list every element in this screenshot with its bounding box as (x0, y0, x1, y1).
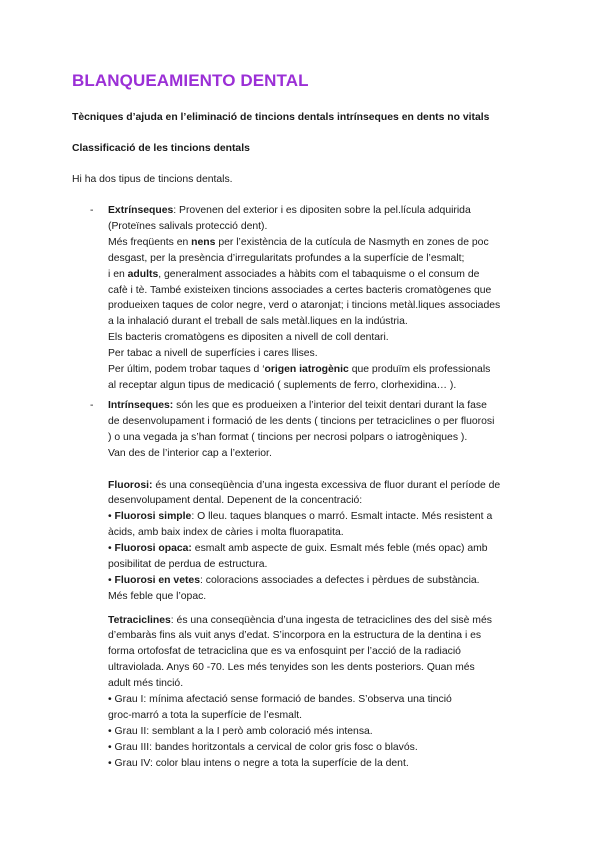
text-line: forma ortofosfat de tetraciclina que es va enfosquint per l’acció de la radiació (108, 646, 461, 658)
text-line: • Fluorosi simple: O lleu. taques blanques o marró. Esmalt intacte. Més resistent a (108, 511, 493, 523)
text-line: d’embaràs fins als vuit anys d’edat. S’incorpora en la estructura de la dentina i es (108, 630, 482, 642)
text-line: groc-marró a tota la superfície de l’esmalt. (108, 709, 303, 721)
text-line: Per últim, podem trobar taques d ‘origen iatrogènic que produïm els professionals (108, 364, 491, 375)
text-line: produeixen taques de color negre, verd o ataronjat; i tincions metàl.liques associades (108, 300, 501, 312)
text-line: • Grau I: mínima afectació sense formació de bandes. S’observa una tinció (108, 694, 452, 705)
text-line: Els bacteris cromatògens es dipositen a nivell de coll dentari. (108, 332, 389, 344)
text-line: i en adults, generalment associades a hàbits com el tabaquisme o el consum de (108, 268, 480, 280)
text-line: Tetraciclines: és una conseqüència d’una ingesta de tetraciclines des del sisè més (108, 614, 492, 626)
term-origen-iatrogenic: origen iatrogènic (264, 364, 349, 375)
text-line: Van des de l’interior cap a l’exterior. (108, 447, 272, 459)
term-fluorosi-simple: Fluorosi simple (114, 511, 192, 523)
text-line: posibilitat de perdua de estructura. (108, 559, 268, 570)
term-fluorosi-opaca: Fluorosi opaca: (114, 543, 192, 555)
document-subtitle: Tècniques d’ajuda en l’eliminació de tincions dentals intrínseques en dents no vitals (72, 112, 490, 123)
text-line: Fluorosi: és una conseqüència d’una ingesta excessiva de fluor durant el període de (108, 479, 501, 491)
section-heading: Classificació de les tincions dentals (72, 143, 250, 154)
text-line: Més feble que l’opac. (108, 590, 207, 602)
text-line: (Proteïnes salivals protecció dent). (108, 220, 268, 232)
text-line: a la inhalació durant el treball de sals metàl.liques en la indústria. (108, 316, 408, 328)
term-fluorosi: Fluorosi: (108, 479, 153, 491)
text-line: adult més tinció. (108, 678, 184, 690)
text-line: desenvolupament dental. Depenent de la concentració: (108, 495, 363, 507)
text-line: Més freqüents en nens per l’existència de la cutícula de Nasmyth en zones de poc (108, 236, 489, 248)
term-intrinseques: Intrínseques: (108, 400, 174, 411)
term-fluorosi-en-vetes: Fluorosi en vetes (114, 574, 200, 586)
term-extrinseques: Extrínseques (108, 205, 174, 216)
list-bullet: - (90, 205, 94, 216)
text-line: àcids, amb baix index de càries i molta fluorapatita. (108, 527, 344, 539)
text-line: • Grau IV: color blau intens o negre a tota la superfície de la dent. (108, 757, 409, 769)
term-tetraciclines: Tetraciclines (108, 614, 171, 626)
text-line: desgast, per la presència d’irregularitats profundes a la superfície de l’esmalt; (108, 252, 465, 264)
text-line: cafè i tè. També existeixen tincions associades a certes bacteris cromatògenes que (108, 284, 492, 296)
text-line: ultraviolada. Anys 60 -70. Les més tenyides son les dents posteriors. Quan més (108, 662, 475, 674)
text-line: • Grau III: bandes horitzontals a cervical de color gris fosc o blavós. (108, 741, 418, 753)
text-line: • Grau II: semblant a la I però amb coloració més intensa. (108, 725, 373, 737)
text-line: de desenvolupament i formació de les dents ( tincions per tetraciclines o per fluorosi (108, 415, 495, 427)
text-line: Intrínseques: són les que es produeixen a l’interior del teixit dentari durant la fase (108, 400, 487, 411)
text-line: Extrínseques: Provenen del exterior i es dipositen sobre la pel.lícula adquirida (108, 205, 471, 216)
intro-paragraph: Hi ha dos tipus de tincions dentals. (72, 174, 233, 185)
text-line: • Fluorosi opaca: esmalt amb aspecte de guix. Esmalt més feble (més opac) amb (108, 543, 488, 555)
list-bullet: - (90, 400, 94, 411)
text-line: • Fluorosi en vetes: coloracions associades a defectes i pèrdues de substància. (108, 574, 480, 586)
term-adults: adults (127, 268, 159, 280)
text-line: ) o una vegada ja s’han format ( tincions per necrosi polpars o iatrogèniques ). (108, 431, 468, 443)
text-line: Per tabac a nivell de superfícies i cares llises. (108, 348, 318, 360)
term-nens: nens (191, 236, 216, 248)
document-title: BLANQUEAMIENTO DENTAL (72, 71, 309, 90)
text-line: al receptar algun tipus de medicació ( suplements de ferro, clorhexidina… ). (108, 379, 457, 391)
